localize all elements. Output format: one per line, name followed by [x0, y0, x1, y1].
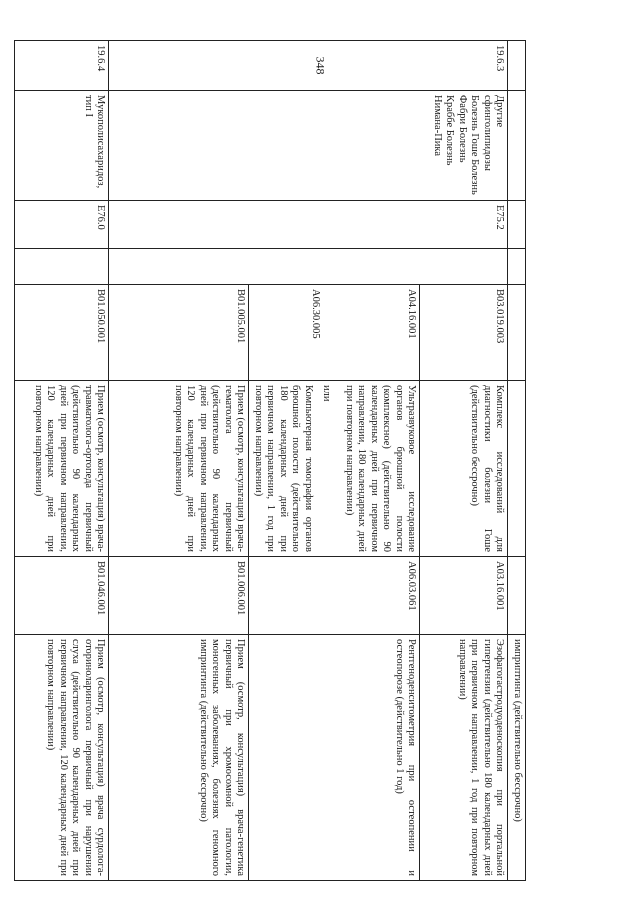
- service-code: B01.050.001: [15, 285, 109, 381]
- service-description: Прием (осмотр, консультация) врача-генетика первичный при хромосомной патологии, моногенных заболеваниях, болезнях геномного импринтинга (действительно бессрочно): [109, 635, 249, 881]
- service-description-cell: [249, 381, 420, 557]
- mkb-code: E75.2: [109, 201, 508, 249]
- service-code: B01.006.001: [109, 557, 249, 635]
- services-table: [15, 40, 527, 881]
- page-number: 348: [313, 56, 328, 74]
- table-cell: [15, 249, 109, 285]
- table-area: [33, 40, 526, 880]
- service-code-cell: [249, 285, 420, 381]
- or-separator: или: [321, 385, 333, 402]
- table-row: [15, 41, 109, 881]
- service-code: B03.019.003: [420, 285, 508, 381]
- table-cell: [508, 557, 526, 635]
- service-code: A06.03.061: [249, 557, 420, 635]
- table-row: [420, 41, 508, 881]
- service-code: A03.16.001: [420, 557, 508, 635]
- service-code: A04.16.001: [406, 289, 418, 339]
- disease-name: Мукополисахаридоз, тип I: [15, 91, 109, 201]
- table-cell: [508, 201, 526, 249]
- rotated-page: [33, 40, 526, 880]
- service-code: A06.30.005: [310, 289, 321, 339]
- group-number: 19.6.4: [15, 41, 109, 91]
- service-description: Ультразвуковое исследование органов брюшной полости (комплексное) (действительно 90 календарных дней при первичном направлении, 180 календарных дней при повторном направлении): [344, 385, 418, 552]
- table-cell: [508, 91, 526, 201]
- service-description: Рентгеноденситометрия при остеопении и остеопорозе (действительно 1 год): [249, 635, 420, 881]
- service-code: B01.046.001: [15, 557, 109, 635]
- table-cell-description: имприптинга (действительно бессрочно): [508, 635, 526, 881]
- service-description: Эзофагогастродуоденоскопия при портальной гипертензии (действительно 180 календарных дней при первичном направлении, 1 год при повторном направлении): [420, 635, 508, 881]
- table-cell: [508, 41, 526, 91]
- table-cell: [109, 249, 508, 285]
- table-cell: [508, 381, 526, 557]
- group-number: 19.6.3: [109, 41, 508, 91]
- table-row-continuation: [508, 41, 526, 881]
- mkb-code: E76.0: [15, 201, 109, 249]
- service-description: Прием (осмотр, консультация) врача сурдолога-оториноларинголога первичный при нарушении слуха (действительно 90 календарных дней при первичном направлении, 120 календарных дней при повторном направлении): [15, 635, 109, 881]
- spacer: [321, 289, 405, 376]
- table-cell: [508, 249, 526, 285]
- service-description: Прием (осмотр, консультация) врача-травматолога-ортопеда первичный (действительно 90 календарных дней при первичном направлении, 120 календарных дней при повторном направлении): [15, 381, 109, 557]
- service-code: B01.005.001: [109, 285, 249, 381]
- service-description: Комплекс исследований для диагностики болезни Гоше (действительно бессрочно): [420, 381, 508, 557]
- service-description: Компьютерная томография органов брюшной полости (действительно 180 календарных дней при первичном направлении, 1 год при повторном направлении): [253, 385, 314, 552]
- disease-name: Другие сфинголипидозы Болезнь Гоше Болезнь Фабри Болезнь Краббе Болезнь Нимана-Пика: [109, 91, 508, 201]
- service-description: Прием (осмотр, консультация) врача-гематолога первичный (действительно 90 календарных дней при первичном направлении, 120 календарных дней при повторном направлении): [109, 381, 249, 557]
- table-cell: [508, 285, 526, 381]
